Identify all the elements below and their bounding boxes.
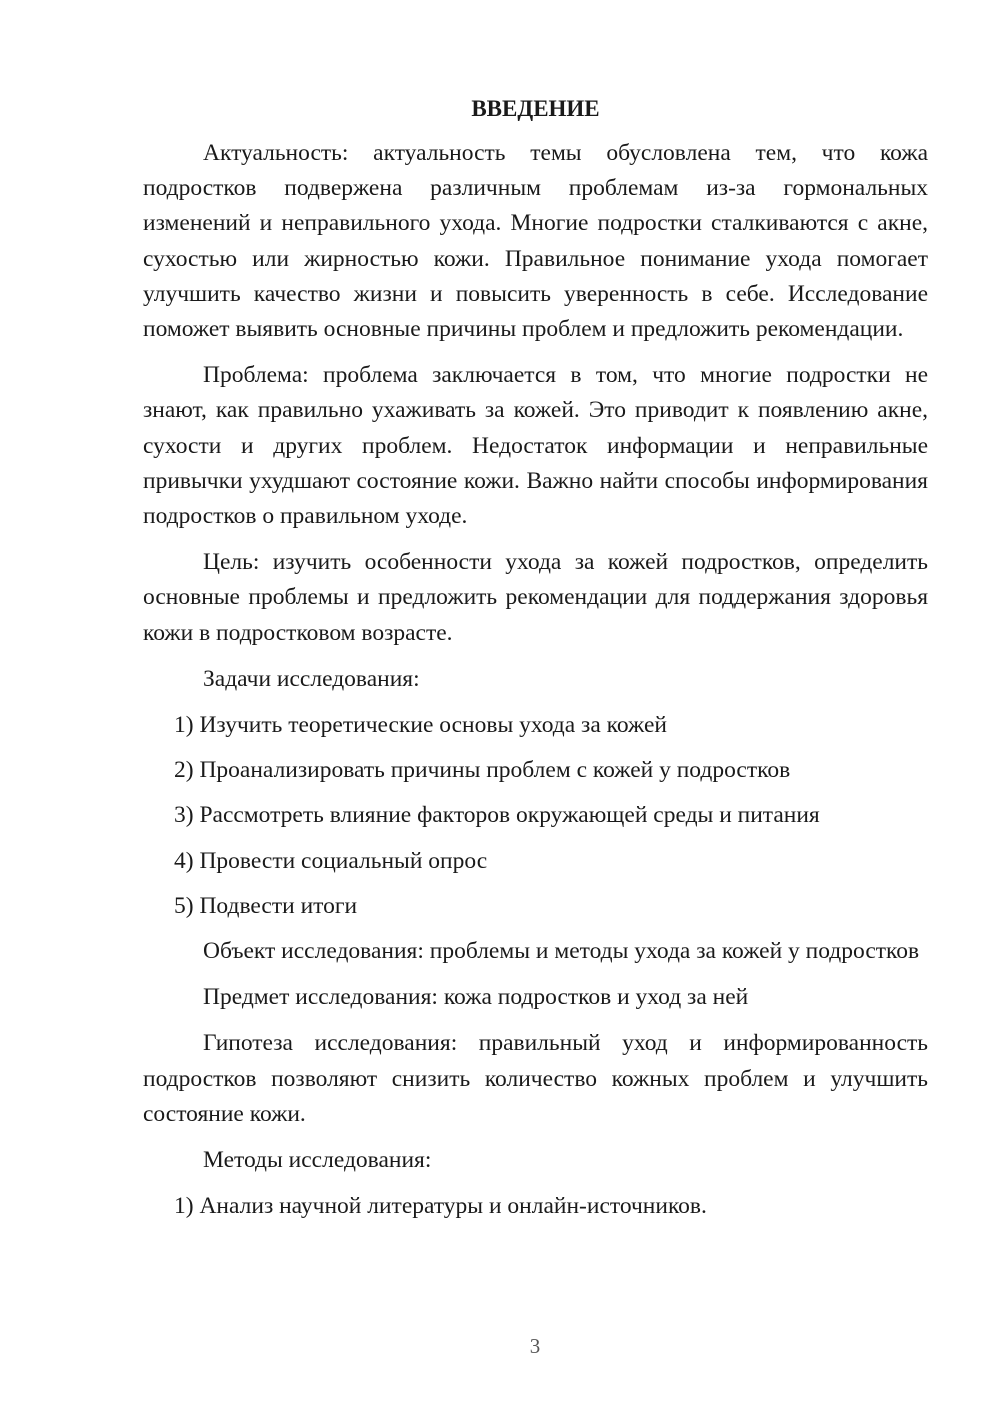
task-item: 2) Проанализировать причины проблем с кожей у подростков (174, 757, 791, 784)
tasks-heading: Задачи исследования: (203, 665, 420, 692)
object-paragraph: Объект исследования: проблемы и методы ухода за кожей у подростков (203, 938, 920, 965)
page-number: 3 (529, 1334, 541, 1358)
task-item: 1) Изучить теоретические основы ухода за кожей (174, 712, 667, 739)
goal-paragraph: Цель: изучить особенности ухода за кожей подростков, определить основные проблемы и предложить рекомендации для поддержания здоровья кожи в подростковом возрасте. (143, 549, 928, 646)
relevance-paragraph: Актуальность: актуальность темы обусловлена тем, что кожа подростков подвержена различным проблемам из-за гормональных изменений и неправильного ухода. Многие подростки сталкиваются с акне, сухостью или жирностью кожи. Правильное понимание ухода помогает улучшить качество жизни и повысить уверенность в себе. Исследование поможет выявить основные причины проблем и предложить рекомендации. (143, 140, 928, 343)
methods-heading: Методы исследования: (203, 1147, 432, 1174)
hypothesis-paragraph: Гипотеза исследования: правильный уход и информированность подростков позволяют снизить количество кожных проблем и улучшить состояние кожи. (143, 1030, 928, 1127)
task-item: 5) Подвести итоги (174, 892, 358, 919)
subject-paragraph: Предмет исследования: кожа подростков и уход за ней (203, 984, 749, 1011)
section-title: ВВЕДЕНИЕ (471, 96, 600, 121)
task-item: 4) Провести социальный опрос (174, 847, 488, 874)
task-item: 3) Рассмотреть влияние факторов окружающей среды и питания (174, 802, 820, 829)
method-item: 1) Анализ научной литературы и онлайн-источников. (174, 1193, 707, 1220)
document-page (143, 94, 928, 1234)
problem-paragraph: Проблема: проблема заключается в том, что многие подростки не знают, как правильно ухаживать за кожей. Это приводит к появлению акне, сухости и других проблем. Недостаток информации и неправильные привычки ухудшают состояние кожи. Важно найти способы информирования подростков о правильном уходе. (143, 362, 928, 530)
